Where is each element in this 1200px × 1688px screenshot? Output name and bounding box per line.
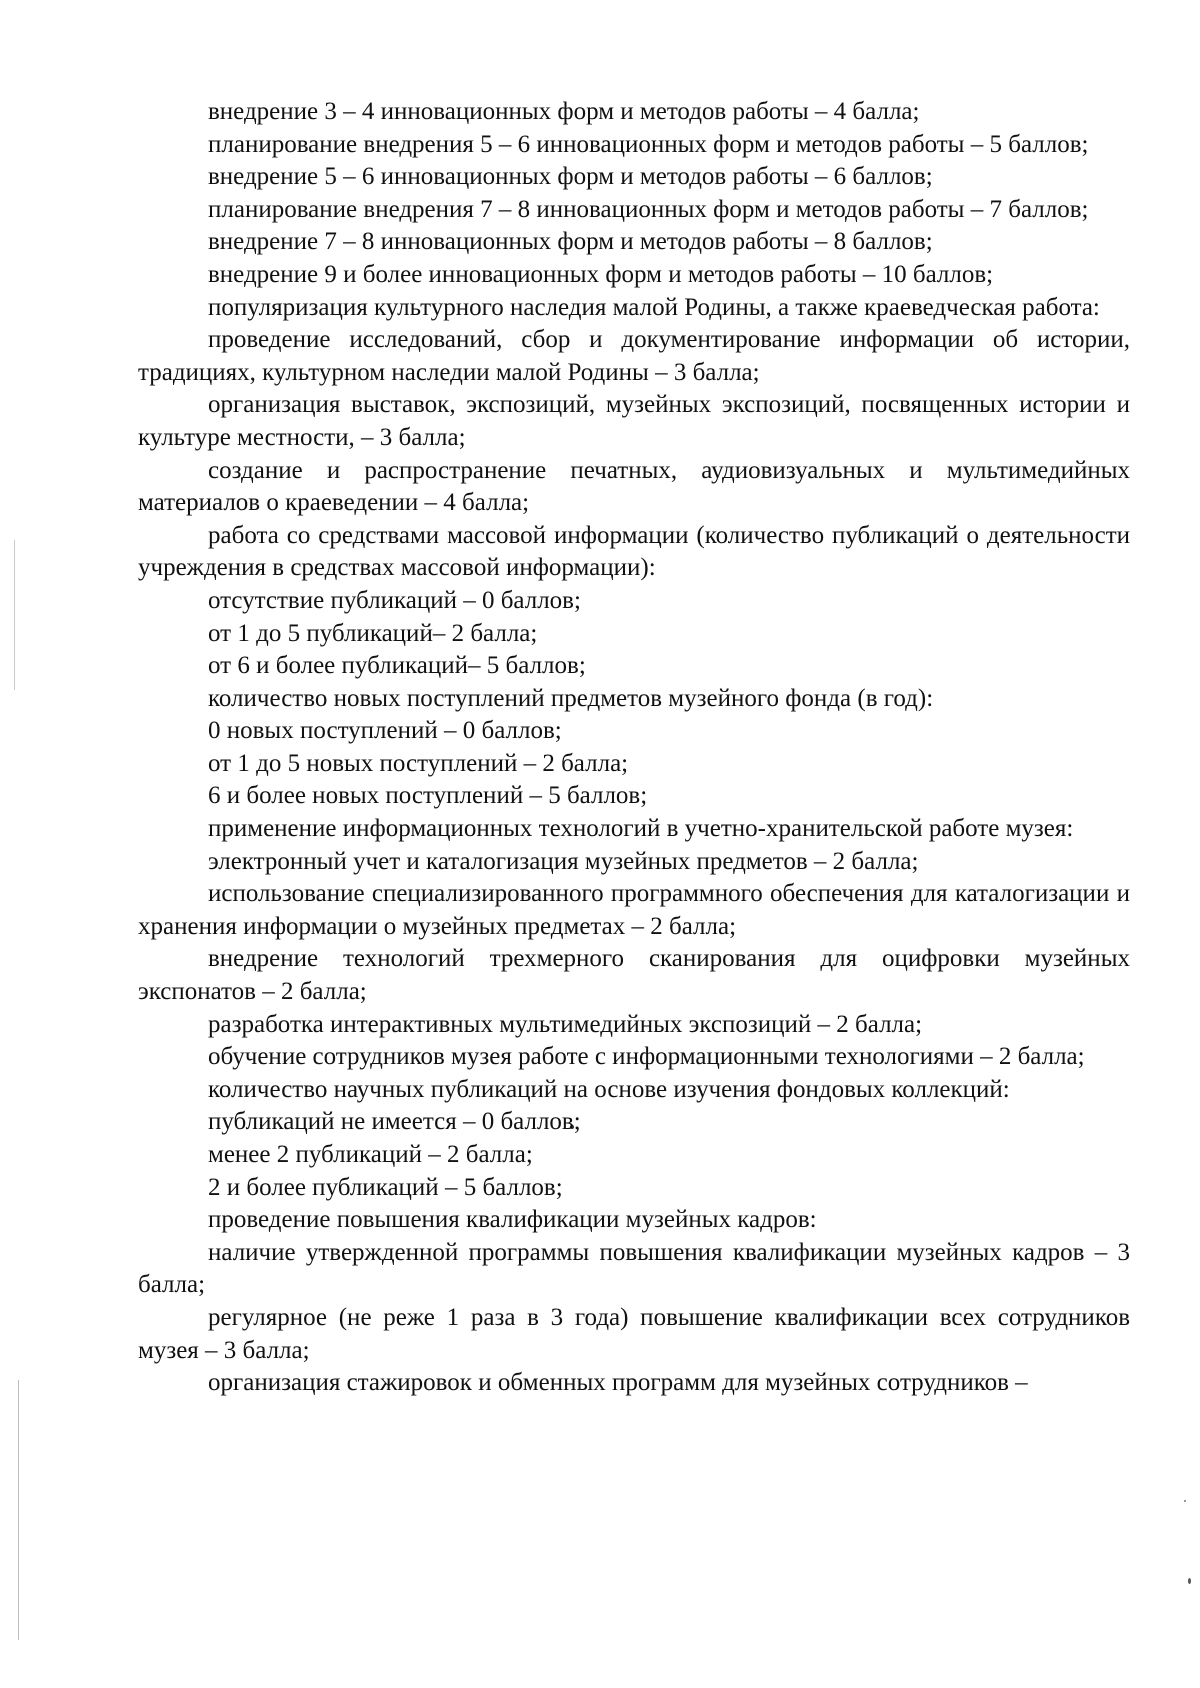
paragraph: проведение повышения квалификации музейных кадров: bbox=[208, 1206, 817, 1234]
paragraph: наличие утвержденной программы повышения квалификации музейных кадров – 3 балла; bbox=[138, 1238, 1130, 1299]
paragraph: планирование внедрения 7 – 8 инновационных форм и методов работы – 7 баллов; bbox=[208, 195, 1089, 223]
scan-speck bbox=[1188, 1578, 1191, 1584]
paragraph: количество новых поступлений предметов музейного фонда (в год): bbox=[208, 684, 934, 712]
paragraph: проведение исследований, сбор и документирование информации об истории, традициях, культурном наследии малой Родины – 3 балла; bbox=[138, 326, 1130, 386]
paragraph: внедрение 9 и более инновационных форм и методов работы – 10 баллов; bbox=[208, 260, 994, 288]
scan-speck bbox=[1184, 1500, 1186, 1502]
paragraph: внедрение технологий трехмерного сканирования для оцифровки музейных экспонатов – 2 балла; bbox=[138, 945, 1130, 1006]
paragraph: от 1 до 5 новых поступлений – 2 балла; bbox=[208, 749, 629, 777]
paragraph: 2 и более публикаций – 5 баллов; bbox=[208, 1173, 563, 1201]
paragraph: электронный учет и каталогизация музейных предметов – 2 балла; bbox=[208, 847, 919, 875]
scan-edge-mark bbox=[18, 1380, 19, 1640]
paragraph: публикаций не имеется – 0 баллов; bbox=[208, 1108, 581, 1136]
paragraph: 0 новых поступлений – 0 баллов; bbox=[208, 717, 562, 745]
paragraph: работа со средствами массовой информации (количество публикаций о деятельности учреждения в средствах массовой информации): bbox=[138, 521, 1130, 582]
paragraph: популяризация культурного наследия малой Родины, а также краеведческая работа: bbox=[208, 293, 1100, 321]
paragraph: внедрение 5 – 6 инновационных форм и методов работы – 6 баллов; bbox=[208, 163, 933, 191]
paragraph: обучение сотрудников музея работе с информационными технологиями – 2 балла; bbox=[208, 1043, 1085, 1071]
paragraph: отсутствие публикаций – 0 баллов; bbox=[208, 586, 581, 614]
paragraph: от 1 до 5 публикаций– 2 балла; bbox=[208, 619, 538, 647]
paragraph: создание и распространение печатных, аудиовизуальных и мультимедийных материалов о краеведении – 4 балла; bbox=[138, 456, 1130, 517]
paragraph: 6 и более новых поступлений – 5 баллов; bbox=[208, 782, 648, 810]
paragraph: количество научных публикаций на основе изучения фондовых коллекций: bbox=[208, 1075, 1010, 1103]
paragraph: разработка интерактивных мультимедийных экспозиций – 2 балла; bbox=[208, 1010, 923, 1038]
paragraph: регулярное (не реже 1 раза в 3 года) повышение квалификации всех сотрудников музея – 3 балла; bbox=[138, 1303, 1130, 1364]
paragraph: организация выставок, экспозиций, музейных экспозиций, посвященных истории и культуре местности, – 3 балла; bbox=[138, 391, 1130, 451]
paragraph: менее 2 публикаций – 2 балла; bbox=[208, 1141, 533, 1168]
paragraph: планирование внедрения 5 – 6 инновационных форм и методов работы – 5 баллов; bbox=[208, 130, 1089, 158]
paragraph: применение информационных технологий в учетно-хранительской работе музея: bbox=[208, 815, 1074, 843]
paragraph: использование специализированного программного обеспечения для каталогизации и хранения информации о музейных предметах – 2 балла; bbox=[138, 880, 1130, 940]
document-body bbox=[138, 96, 1130, 1400]
paragraph: внедрение 3 – 4 инновационных форм и методов работы – 4 балла; bbox=[208, 98, 920, 125]
paragraph: от 6 и более публикаций– 5 баллов; bbox=[208, 652, 586, 680]
paragraph: внедрение 7 – 8 инновационных форм и методов работы – 8 баллов; bbox=[208, 228, 933, 256]
paragraph: организация стажировок и обменных программ для музейных сотрудников – bbox=[208, 1369, 1028, 1397]
scan-edge-mark bbox=[14, 540, 15, 690]
